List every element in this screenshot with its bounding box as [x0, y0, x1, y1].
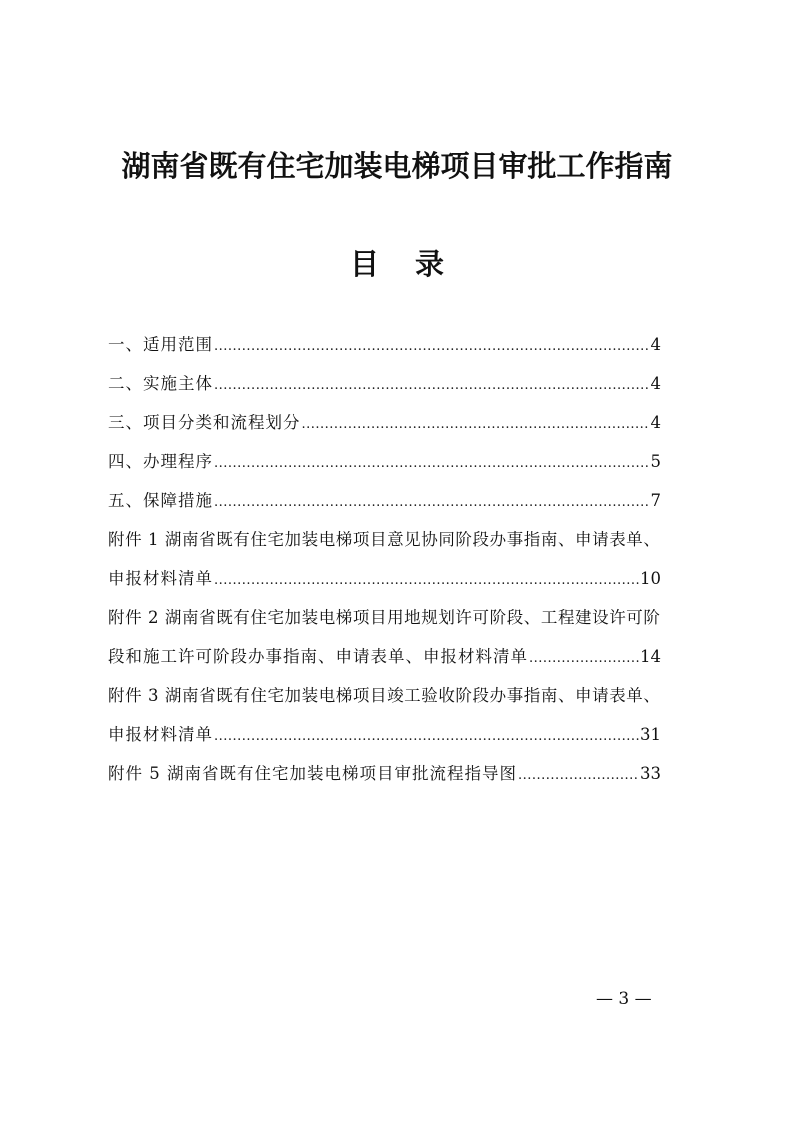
toc-entry-annex-1-line2[interactable] [108, 559, 661, 598]
toc-entry-title: 二、实施主体 [108, 374, 213, 393]
toc-entry-title: 附件 2 湖南省既有住宅加装电梯项目用地规划许可阶段、工程建设许可阶 [108, 608, 661, 627]
toc-dot-leader [518, 756, 639, 795]
toc-entry-page: 31 [640, 725, 661, 744]
toc-dot-leader [214, 327, 650, 366]
toc-entry-title-continued: 申报材料清单 [108, 569, 213, 588]
toc-entry-title: 五、保障措施 [108, 491, 213, 510]
toc-entry-page: 14 [640, 647, 661, 666]
toc-heading-left: 目 [349, 247, 379, 281]
toc-entry-implementing-body[interactable] [108, 364, 661, 403]
toc-entry-page: 4 [650, 374, 661, 393]
toc-entry-title: 三、项目分类和流程划分 [108, 413, 301, 432]
toc-entry-procedure[interactable] [108, 442, 661, 481]
toc-entry-title: 一、适用范围 [108, 335, 213, 354]
toc-entry-annex-3-line1[interactable] [108, 676, 661, 715]
toc-entry-classification[interactable] [108, 403, 661, 442]
toc-entry-annex-2-line1[interactable] [108, 598, 661, 637]
toc-entry-page: 33 [640, 764, 661, 783]
toc-dot-leader [214, 366, 650, 405]
toc-entry-page: 10 [640, 569, 661, 588]
toc-entry-safeguards[interactable] [108, 481, 661, 520]
toc-dot-leader [302, 405, 650, 444]
toc-dot-leader [214, 444, 650, 483]
toc-entry-annex-5[interactable] [108, 754, 661, 793]
toc-heading [0, 244, 794, 284]
toc-entry-title: 附件 1 湖南省既有住宅加装电梯项目意见协同阶段办事指南、申请表单、 [108, 530, 661, 549]
toc-entry-title: 四、办理程序 [108, 452, 213, 471]
toc-entry-annex-3-line2[interactable] [108, 715, 661, 754]
toc-entry-annex-1-line1[interactable] [108, 520, 661, 559]
toc-dot-leader [214, 561, 639, 600]
toc-entry-page: 4 [650, 335, 661, 354]
toc-entry-title-continued: 段和施工许可阶段办事指南、申请表单、申报材料清单 [108, 647, 528, 666]
toc-entry-title-continued: 申报材料清单 [108, 725, 213, 744]
page-number: — 3 — [596, 989, 652, 1009]
document-title: 湖南省既有住宅加装电梯项目审批工作指南 [121, 149, 673, 183]
toc-dot-leader [214, 717, 639, 756]
toc-heading-right: 录 [415, 247, 445, 281]
toc-dot-leader [529, 639, 639, 678]
toc-dot-leader [214, 483, 650, 522]
toc-entry-annex-2-line2[interactable] [108, 637, 661, 676]
toc-entry-title: 附件 5 湖南省既有住宅加装电梯项目审批流程指导图 [108, 764, 517, 783]
toc-entry-page: 7 [650, 491, 661, 510]
toc-entry-title: 附件 3 湖南省既有住宅加装电梯项目竣工验收阶段办事指南、申请表单、 [108, 686, 661, 705]
toc-entry-page: 4 [650, 413, 661, 432]
toc-entry-scope[interactable] [108, 325, 661, 364]
toc-entry-page: 5 [650, 452, 661, 471]
table-of-contents [108, 325, 661, 793]
